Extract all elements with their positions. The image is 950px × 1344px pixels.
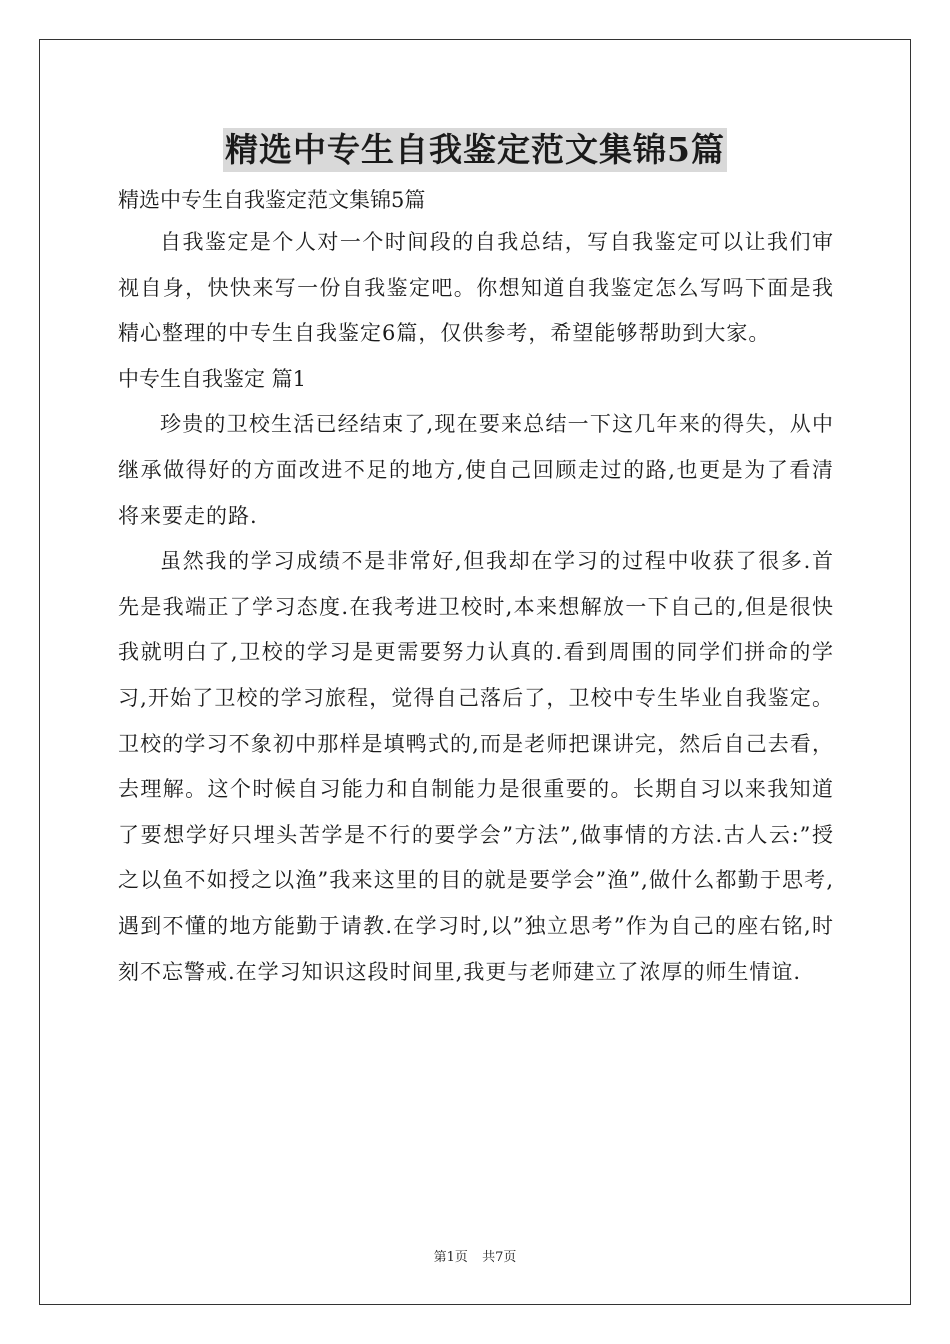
document-body xyxy=(118,180,834,995)
title-container xyxy=(0,128,950,172)
body-paragraph-1: 珍贵的卫校生活已经结束了,现在要来总结一下这几年来的得失，从中继承做得好的方面改进不足的地方,使自己回顾走过的路,也更是为了看清将来要走的路. xyxy=(118,412,834,528)
section-heading: 中专生自我鉴定 篇1 xyxy=(118,366,307,391)
intro-paragraph: 自我鉴定是个人对一个时间段的自我总结，写自我鉴定可以让我们审视自身，快快来写一份自我鉴定吧。你想知道自我鉴定怎么写吗下面是我精心整理的中专生自我鉴定6篇，仅供参考，希望能够帮助到大家。 xyxy=(118,230,834,346)
page-number: 第1页 xyxy=(433,1250,468,1265)
page-footer xyxy=(0,1246,950,1265)
document-subtitle: 精选中专生自我鉴定范文集锦5篇 xyxy=(118,188,426,212)
document-title: 精选中专生自我鉴定范文集锦5篇 xyxy=(223,128,727,172)
body-paragraph-2: 虽然我的学习成绩不是非常好,但我却在学习的过程中收获了很多.首先是我端正了学习态度.在我考进卫校时,本来想解放一下自己的,但是很快我就明白了,卫校的学习是更需要努力认真的.看到周围的同学们拼命的学习,开始了卫校的学习旅程，觉得自己落后了，卫校中专生毕业自我鉴定。卫校的学习不象初中那样是填鸭式的,而是老师把课讲完，然后自己去看，去理解。这个时候自习能力和自制能力是很重要的。长期自习以来我知道了要想学好只埋头苦学是不行的要学会”方法”,做事情的方法.古人云:”授之以鱼不如授之以渔”我来这里的目的就是要学会”渔”,做什么都勤于思考,遇到不懂的地方能勤于请教.在学习时,以”独立思考”作为自己的座右铭,时刻不忘警戒.在学习知识这段时间里,我更与老师建立了浓厚的师生情谊. xyxy=(118,549,834,984)
page-total: 共7页 xyxy=(482,1250,517,1265)
